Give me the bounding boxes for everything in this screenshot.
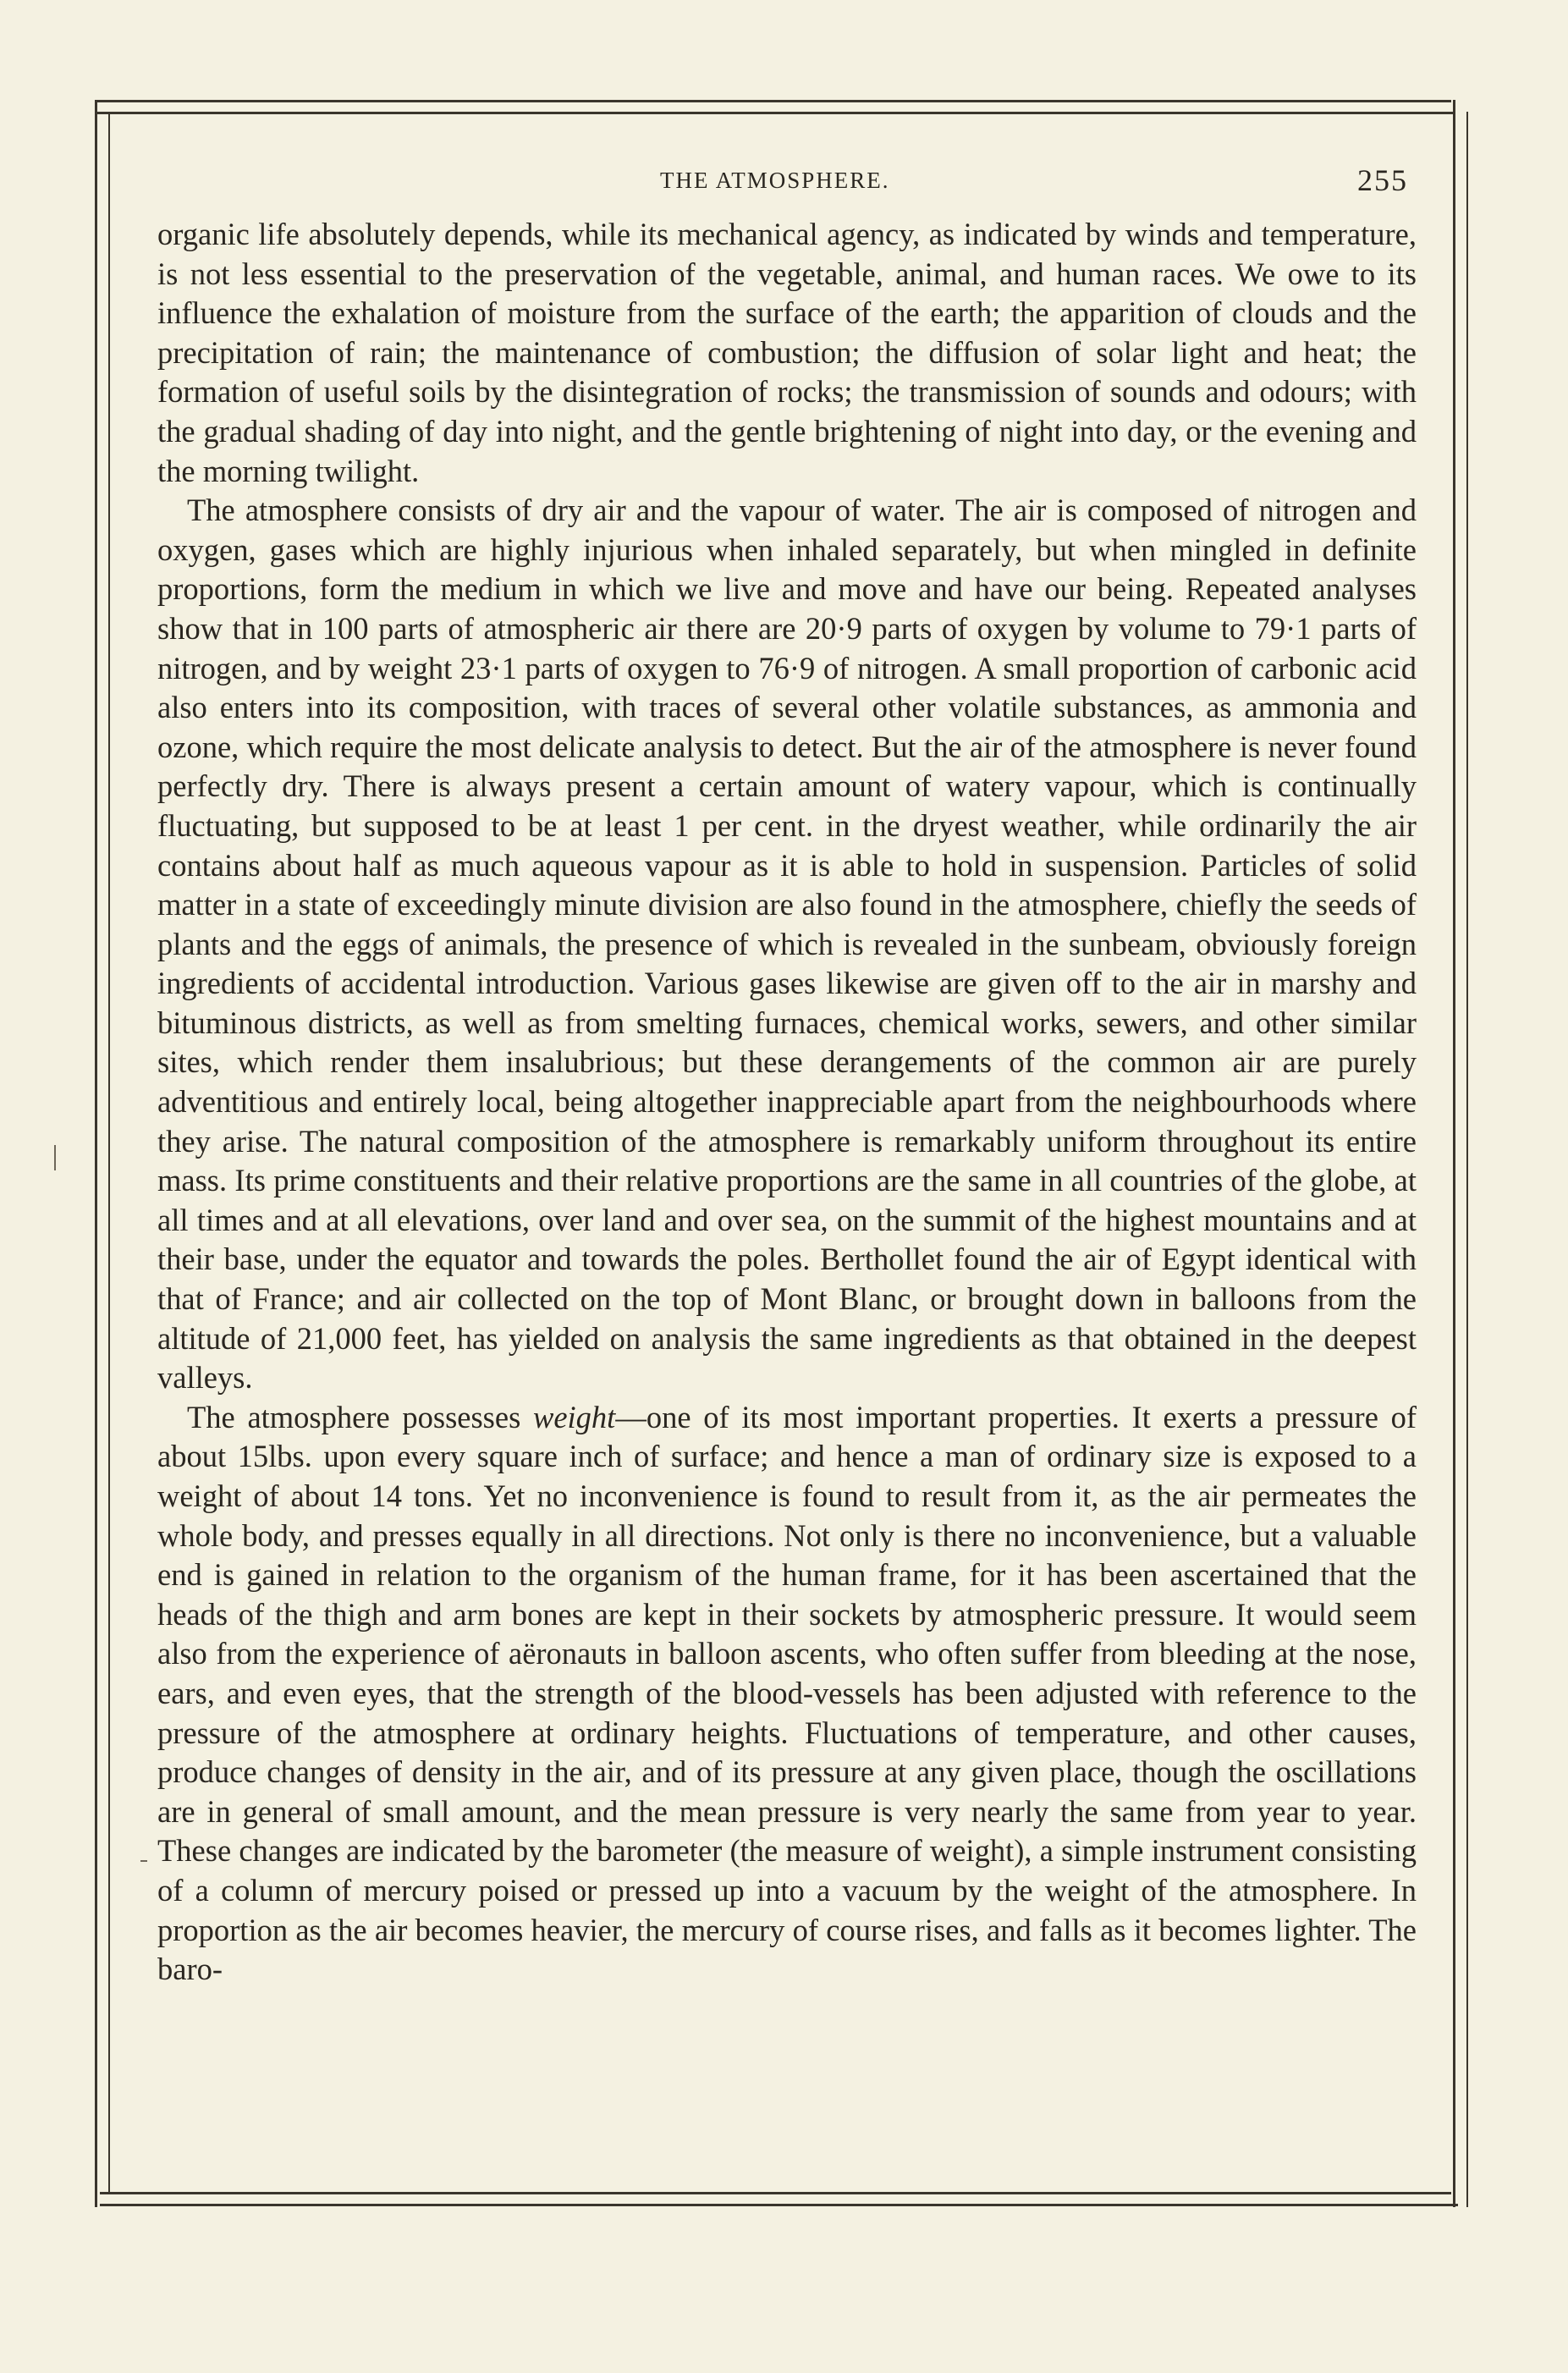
running-head: THE ATMOSPHERE. xyxy=(660,168,890,193)
paragraph-composition: The atmosphere consists of dry air and the vapour of water. The air is composed of nitrogen and oxygen, gases which are highly injurious when inhaled separately, but when mingled in definite proportions, form the medium in which we live and move and have our being. Repeated analyses show that in 100 parts of atmospheric air there are 20·9 parts of oxygen by volume to 79·1 parts of nitrogen, and by weight 23·1 parts of oxygen to 76·9 of nitrogen. A small proportion of carbonic acid also enters into its composition, with traces of several other volatile substances, as ammonia and ozone, which require the most delicate analysis to detect. But the air of the atmosphere is never found perfectly dry. There is always present a certain amount of watery vapour, which is continually fluctuating, but supposed to be at least 1 per cent. in the dryest weather, while ordinarily the air contains about half as much aqueous vapour as it is able to hold in suspension. Particles of solid matter in a state of exceedingly minute division are also found in the atmosphere, chiefly the seeds of plants and the eggs of animals, the presence of which is revealed in the sunbeam, obviously foreign ingredients of accidental introduction. Various gases likewise are given off to the air in marshy and bituminous districts, as well as from smelting furnaces, chemical works, sewers, and other similar sites, which render them insalubrious; but these derangements of the common air are purely adventitious and entirely local, being altogether inappreciable apart from the neighbourhoods where they arise. The natural composition of the atmosphere is remarkably uniform throughout its entire mass. Its prime constituents and their relative proportions are the same in all countries of the globe, at all times and at all elevations, over land and over sea, on the summit of the highest mountains and at their base, under the equator and towards the poles. Berthollet found the air of Egypt identical with that of France; and air collected on the top of Mont Blanc, or brought down in balloons from the altitude of 21,000 feet, has yielded on analysis the same ingredients as that obtained in the deepest valleys. xyxy=(157,493,1417,1396)
left-rule-inner xyxy=(108,112,110,2194)
right-rule-outer xyxy=(1466,112,1468,2207)
body-text xyxy=(157,215,1417,1990)
bottom-rule-thick xyxy=(100,2204,1458,2206)
margin-pencil-mark xyxy=(54,1145,56,1170)
paragraph-weight xyxy=(157,1398,1417,1990)
paragraph-weight-lead: The atmosphere possesses xyxy=(187,1399,533,1434)
right-rule-inner xyxy=(1453,100,1455,2207)
left-rule-outer xyxy=(95,100,97,2207)
paragraph-weight-rest: —one of its most important properties. It exerts a pressure of about 15lbs. upon every square inch of surface; and hence a man of ordinary size is exposed to a weight of about 14 tons. Yet no inconvenience is found to result from it, as the air permeates the whole body, and presses equally in all directions. Not only is there no inconvenience, but a valuable end is gained in relation to the organism of the human frame, for it has been ascertained that the heads of the thigh and arm bones are kept in their sockets by atmospheric pressure. It would seem also from the experience of aëronauts in balloon ascents, who often suffer from bleeding at the nose, ears, and even eyes, that the strength of the blood-vessels has been adjusted with reference to the pressure of the atmosphere at ordinary heights. Fluctuations of temperature, and other causes, produce changes of density in the air, and of its pressure at any given place, though the oscillations are in general of small amount, and the mean pressure is very nearly the same from year to year. These changes are indicated by the barometer (the measure of weight), a simple instrument consisting of a column of mercury poised or pressed up into a vacuum by the weight of the atmosphere. In proportion as the air becomes heavier, the mercury of course rises, and falls as it becomes lighter. The baro- xyxy=(157,1399,1417,1987)
page-number: 255 xyxy=(1357,163,1408,197)
top-rule-thick xyxy=(97,112,1455,114)
margin-dash-mark xyxy=(140,1860,147,1862)
paragraph-continued: organic life absolutely depends, while its mechanical agency, as indicated by winds and temperature, is not less essential to the preservation of the vegetable, animal, and human races. We owe to its influence the exhalation of moisture from the surface of the earth; the apparition of clouds and the precipitation of rain; the maintenance of combustion; the diffusion of solar light and heat; the formation of useful soils by the disintegration of rocks; the transmission of sounds and odours; with the gradual shading of day into night, and the gentle brightening of night into day, or the evening and the morning twilight. xyxy=(157,217,1417,488)
top-rule-thin xyxy=(97,100,1451,102)
emphasis-weight: weight xyxy=(533,1399,616,1434)
bottom-rule-thin xyxy=(100,2192,1451,2194)
